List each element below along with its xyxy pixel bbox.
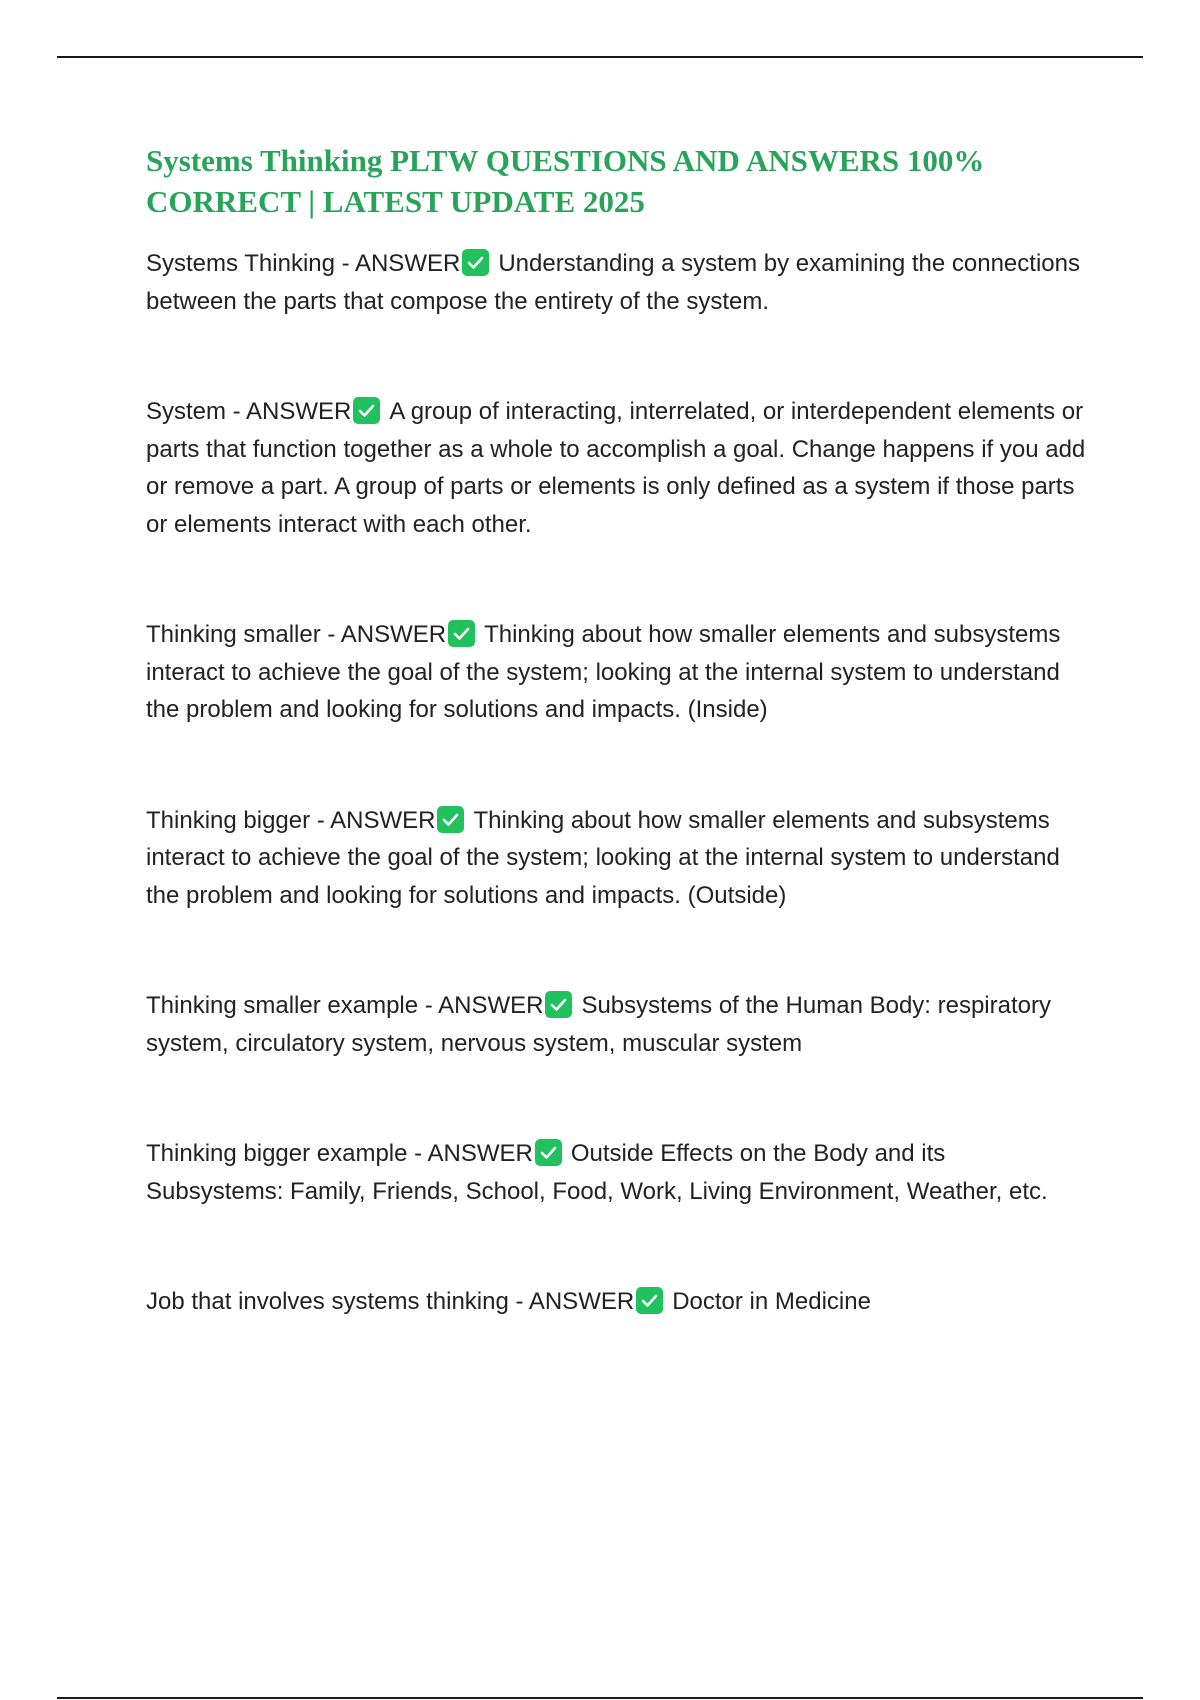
check-box-icon <box>437 806 464 833</box>
document-title: Systems Thinking PLTW QUESTIONS AND ANSWERS 100% CORRECT | LATEST UPDATE 2025 <box>146 143 985 219</box>
check-box-icon <box>462 249 489 276</box>
qa-entry-thinking-smaller-example <box>146 987 1086 1062</box>
entry-term: Thinking bigger - ANSWER <box>146 806 436 834</box>
entry-answer: Doctor in Medicine <box>672 1288 871 1315</box>
check-box-icon <box>448 620 475 647</box>
entry-term: System - ANSWER <box>146 398 352 425</box>
check-box-icon <box>353 397 380 424</box>
qa-entry-thinking-smaller <box>146 616 1086 729</box>
entry-term: Thinking smaller example - ANSWER <box>146 992 544 1019</box>
entry-answer: Outside Effects on the Body and its Subsystems: Family, Friends, School, Food, Work, Living Environment, Weather, etc. <box>146 1140 1048 1205</box>
entry-term: Thinking bigger example - ANSWER <box>146 1140 533 1167</box>
bottom-rule <box>57 1697 1143 1699</box>
entry-answer: Subsystems of the Human Body: respiratory system, circulatory system, nervous system, muscular system <box>146 992 1051 1057</box>
qa-entry-job <box>146 1283 1086 1321</box>
qa-entry-thinking-bigger-example <box>146 1135 1086 1210</box>
check-box-icon <box>535 1139 562 1166</box>
qa-list <box>146 245 1086 1321</box>
entry-term: Job that involves systems thinking - ANSWER <box>146 1288 635 1315</box>
qa-entry-system <box>146 393 1086 543</box>
entry-term: Thinking smaller - ANSWER <box>146 621 447 648</box>
top-rule <box>57 56 1143 58</box>
check-box-icon <box>545 991 572 1018</box>
entry-answer: A group of interacting, interrelated, or interdependent elements or parts that function together as a whole to accomplish a goal. Change happens if you add or remove a part. A group of parts or elements is only defined as a system if those parts or elements interact with each other. <box>146 398 1086 538</box>
entry-answer: Understanding a system by examining the connections between the parts that compose the entirety of the system. <box>146 250 1080 315</box>
qa-entry-systems-thinking <box>146 245 1086 320</box>
entry-answer: Thinking about how smaller elements and subsystems interact to achieve the goal of the system; looking at the internal system to understand the problem and looking for solutions and impacts. (Outside) <box>146 806 1060 909</box>
qa-entry-thinking-bigger <box>146 802 1086 915</box>
entry-term: Systems Thinking - ANSWER <box>146 250 461 277</box>
check-box-icon <box>636 1287 663 1314</box>
entry-answer: Thinking about how smaller elements and subsystems interact to achieve the goal of the system; looking at the internal system to understand the problem and looking for solutions and impacts. (Inside) <box>146 621 1061 723</box>
